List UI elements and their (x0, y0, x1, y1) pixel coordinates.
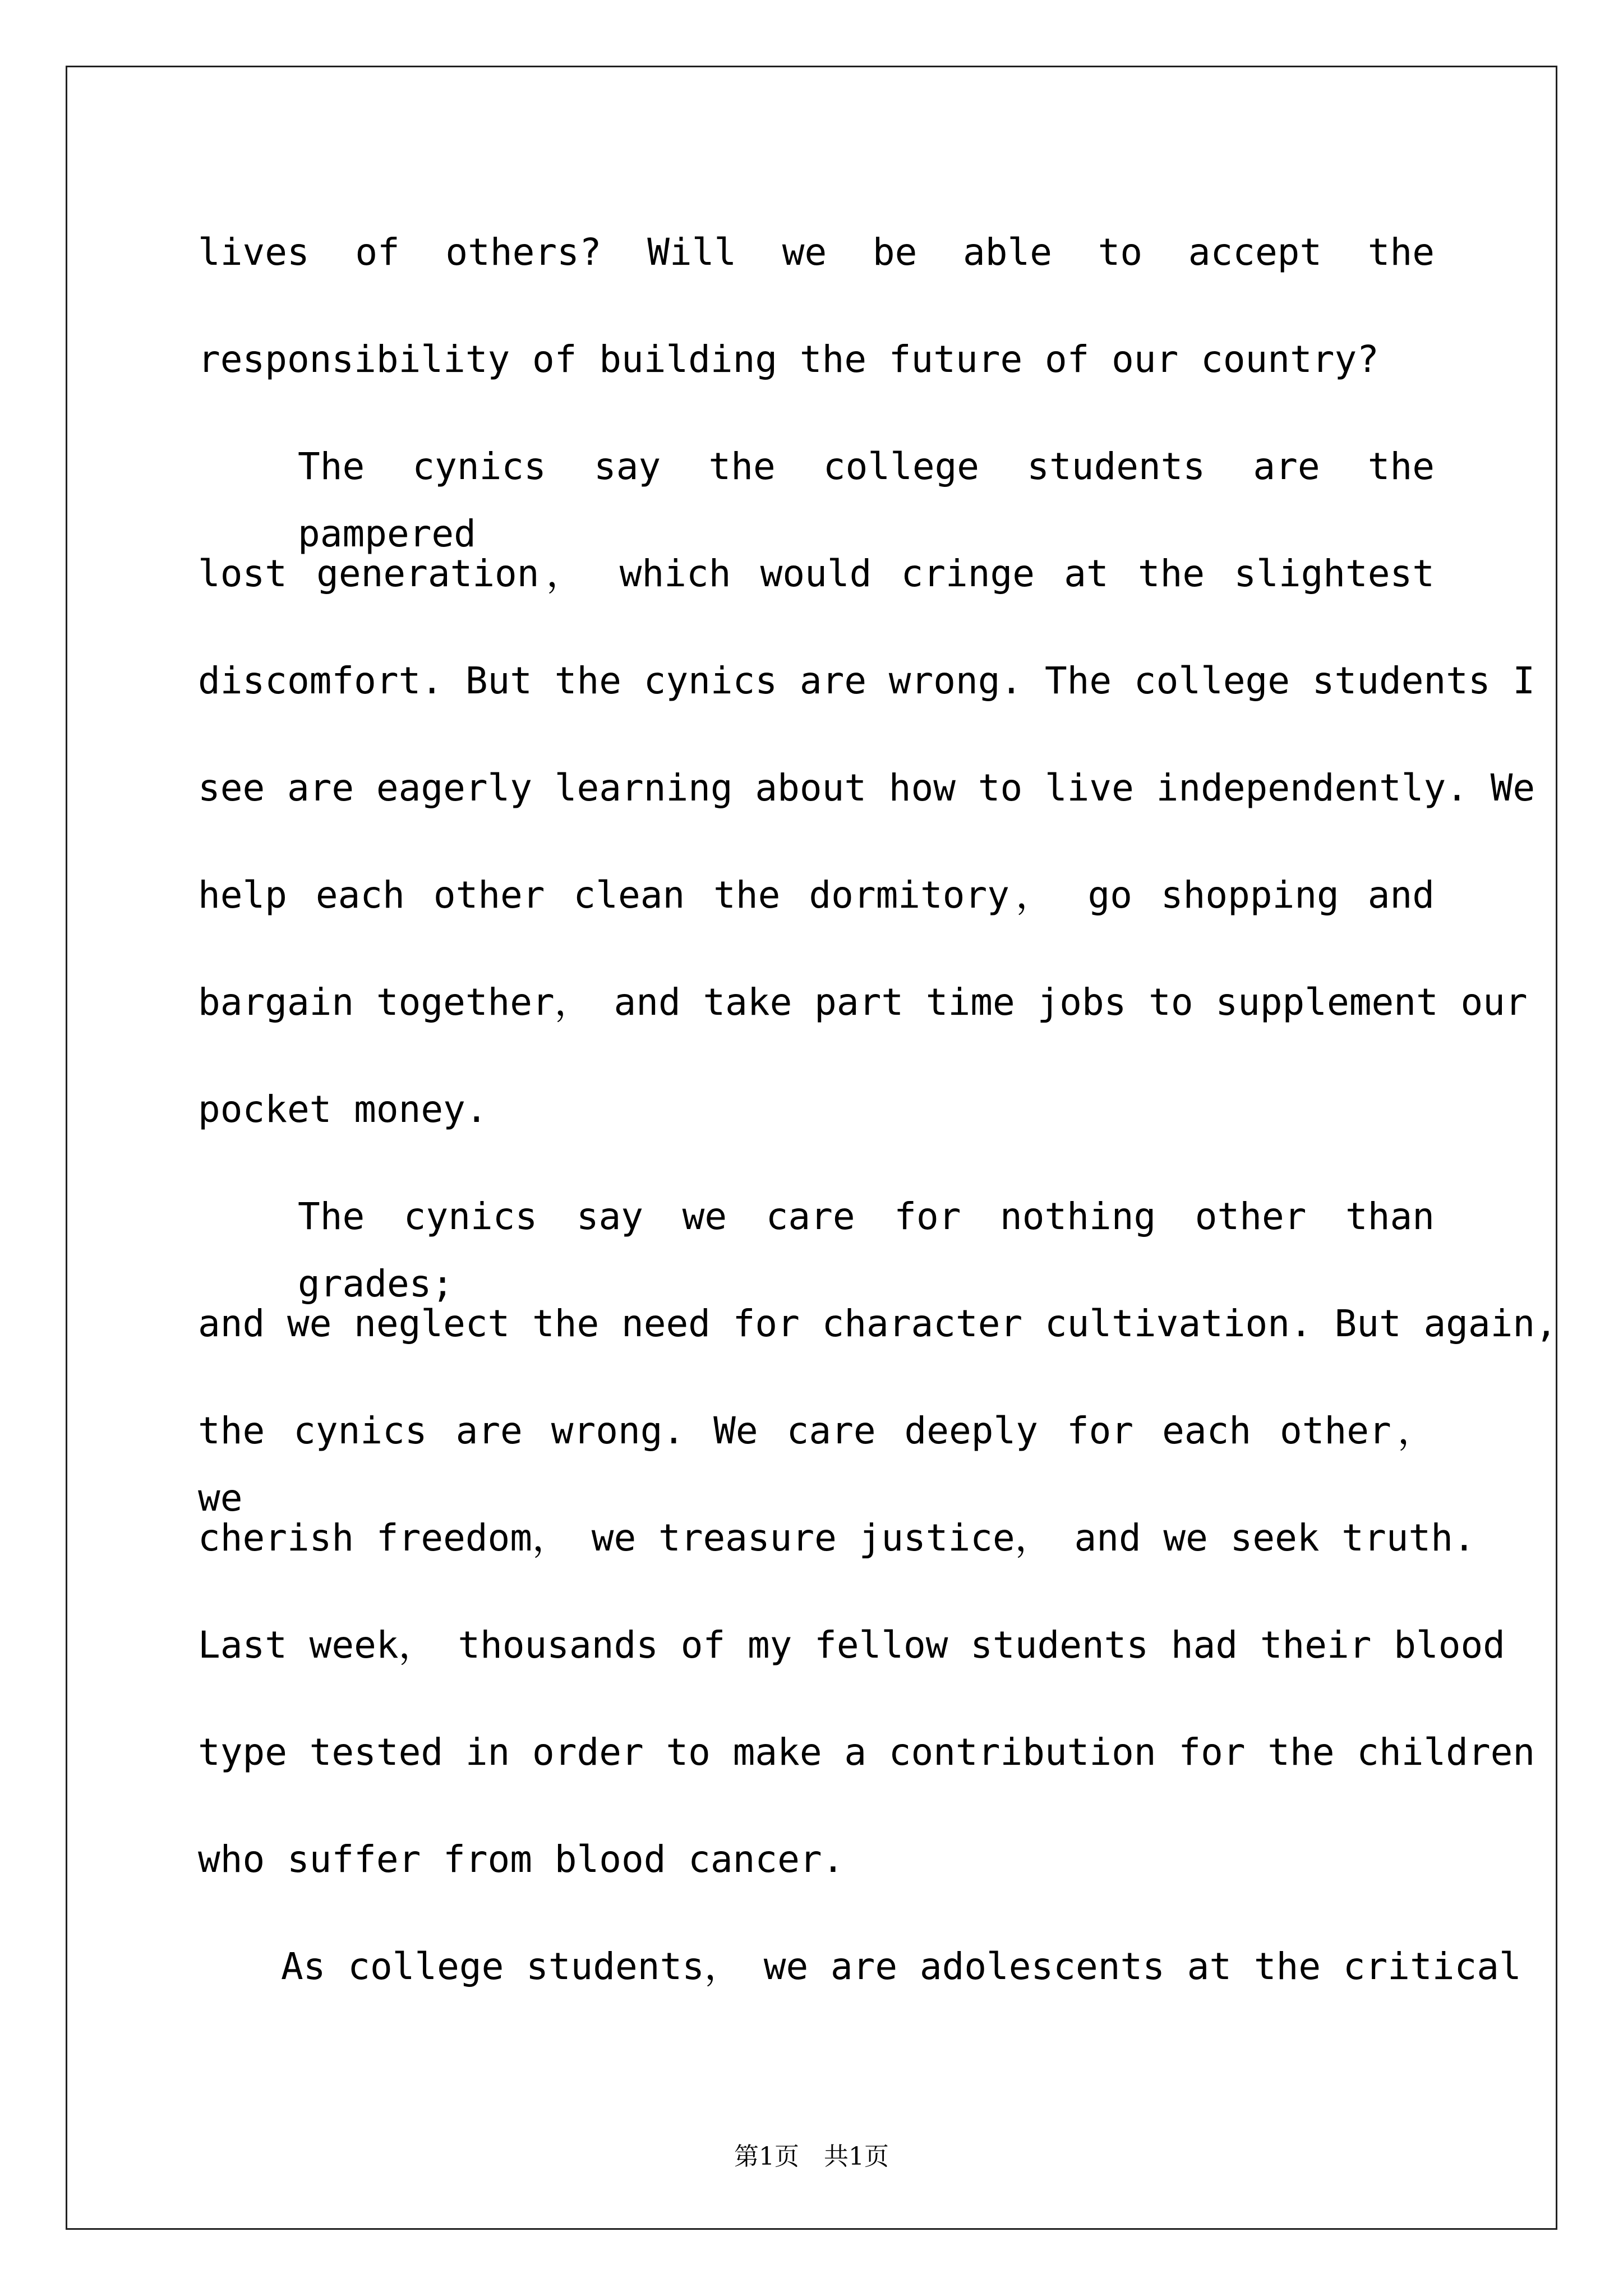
text-line: cherish freedom， we treasure justice， and we seek truth. (198, 1516, 1476, 1559)
text-line: and we neglect the need for character cultivation. But again, (198, 1302, 1557, 1345)
document-body (198, 219, 1557, 2040)
text-line: type tested in order to make a contribution for the children (198, 1731, 1536, 1774)
text-line: help each other clean the dormitory， go shopping and (198, 873, 1435, 917)
paragraph-start-line: The cynics say the college students are the pampered (298, 445, 1435, 555)
text-line: lost generation， which would cringe at the slightest (198, 552, 1435, 595)
text-line: responsibility of building the future of our country? (198, 338, 1379, 381)
text-line: see are eagerly learning about how to live independently. We (198, 766, 1536, 809)
text-line: who suffer from blood cancer. (198, 1838, 845, 1881)
text-line: Last week， thousands of my fellow students had their blood (198, 1623, 1505, 1667)
page-footer: 第1页 共1页 (734, 2142, 889, 2171)
text-line: pocket money. (198, 1088, 488, 1131)
text-line: the cynics are wrong. We care deeply for each other， we (198, 1409, 1435, 1520)
paragraph-start-line: The cynics say we care for nothing other than grades; (298, 1195, 1435, 1305)
text-line: lives of others? Will we be able to accept the (198, 231, 1435, 274)
text-line: bargain together， and take part time jobs to supplement our (198, 981, 1528, 1024)
text-line: discomfort. But the cynics are wrong. The college students I (198, 659, 1536, 702)
paragraph-start-line: As college students， we are adolescents at the critical (281, 1945, 1521, 1988)
